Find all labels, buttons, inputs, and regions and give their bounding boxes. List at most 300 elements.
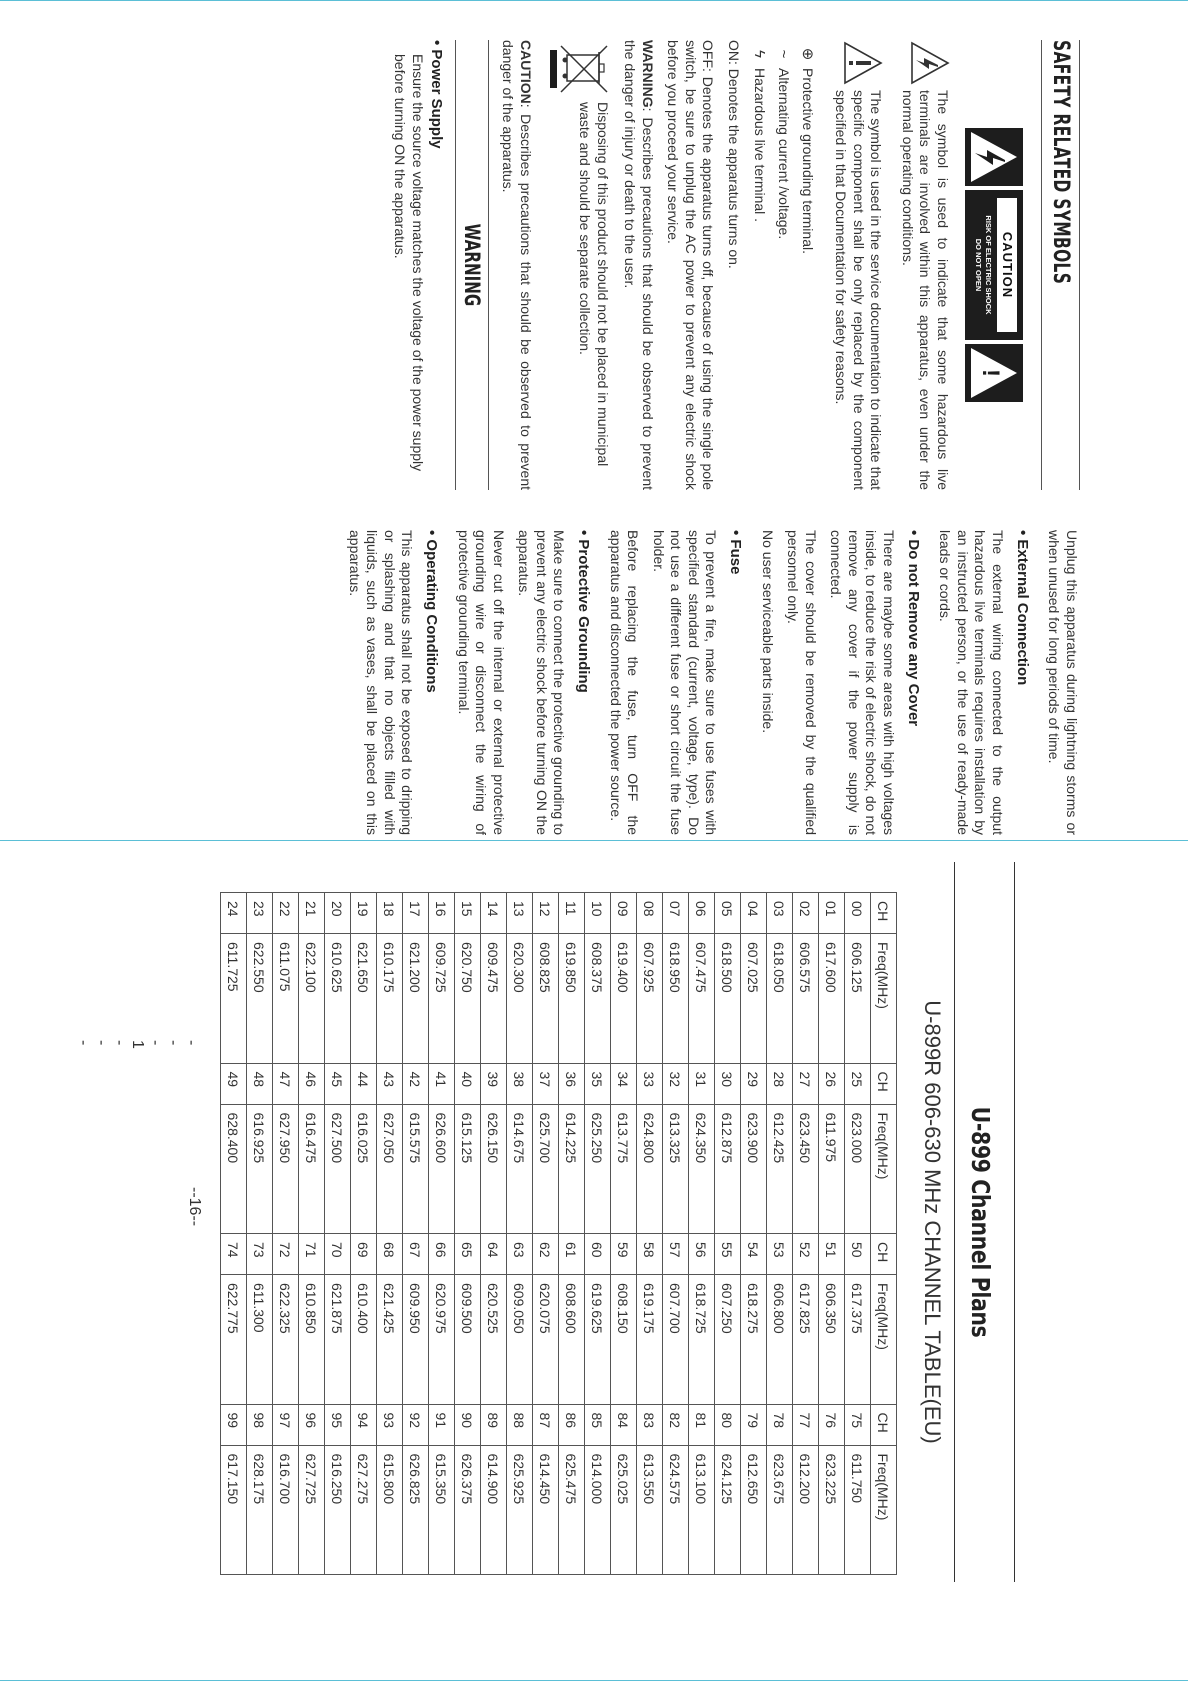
channel-cell: 53 (767, 1234, 793, 1275)
safety-precautions-column (120, 530, 1080, 835)
frequency-cell: 615.350 (429, 1445, 455, 1575)
channel-cell: 43 (377, 1063, 403, 1104)
channel-cell: 83 (637, 1404, 663, 1445)
exclamation-symbol-text: The symbol is used in the service documentation to indicate that specific component shall be only replaced by the component specified in that Documentation for safety reasons. (833, 90, 885, 490)
table-row (455, 893, 481, 1575)
lightning-symbol-row (899, 40, 952, 490)
on-text: ON: Denotes the apparatus turns on. (726, 40, 742, 269)
channel-cell: 69 (351, 1234, 377, 1275)
channel-cell: 55 (715, 1234, 741, 1275)
frequency-cell: 619.400 (611, 934, 637, 1064)
caution-label-title: CAUTION (997, 198, 1017, 332)
frequency-cell: 614.450 (533, 1445, 559, 1575)
channel-cell: 47 (273, 1063, 299, 1104)
channel-cell: 08 (637, 893, 663, 934)
frequency-cell: 613.325 (663, 1104, 689, 1234)
channel-cell: 51 (819, 1234, 845, 1275)
column-header: CH (871, 1063, 897, 1104)
frequency-cell: 622.550 (247, 934, 273, 1064)
channel-cell: 57 (663, 1234, 689, 1275)
table-row (663, 893, 689, 1575)
symbol-line-text: Protective grounding terminal. (800, 68, 816, 254)
channel-plans-page (135, 862, 1015, 1582)
table-row (689, 893, 715, 1575)
frequency-cell: 613.775 (611, 1104, 637, 1234)
frequency-cell: 624.800 (637, 1104, 663, 1234)
channel-cell: 49 (221, 1063, 247, 1104)
fuse-text: To prevent a fire, make sure to use fuses with specified standard (current, voltage, type). Do not use a different fuse or short circuit the fuse holder. (651, 530, 720, 835)
frequency-cell: 614.675 (507, 1104, 533, 1234)
frequency-cell: 620.975 (429, 1275, 455, 1405)
table-row (351, 893, 377, 1575)
safety-heading-rule (1041, 40, 1042, 490)
frequency-cell: 618.500 (715, 934, 741, 1064)
power-supply-text: Ensure the source voltage matches the voltage of the power supply before turning ON the apparatus. (392, 54, 426, 472)
frequency-cell: 613.100 (689, 1445, 715, 1575)
channel-cell: 41 (429, 1063, 455, 1104)
frequency-cell: 615.575 (403, 1104, 429, 1234)
channel-cell: 13 (507, 893, 533, 934)
table-row (299, 893, 325, 1575)
frequency-cell: 611.750 (845, 1445, 871, 1575)
frequency-cell: 618.050 (767, 934, 793, 1064)
channel-cell: 00 (845, 893, 871, 934)
channel-cell: 89 (481, 1404, 507, 1445)
warning-word: WARNING (640, 40, 656, 108)
frequency-cell: 628.400 (221, 1104, 247, 1234)
frequency-cell: 617.825 (793, 1275, 819, 1405)
channel-cell: 91 (429, 1404, 455, 1445)
channel-cell: 46 (299, 1063, 325, 1104)
frequency-cell: 607.475 (689, 934, 715, 1064)
protective-grounding-heading: • Protective Grounding (575, 530, 593, 693)
warning-bottom-rule (455, 40, 456, 490)
channel-cell: 61 (559, 1234, 585, 1275)
remove-cover-heading: • Do not Remove any Cover (905, 530, 922, 727)
frequency-cell: 627.725 (299, 1445, 325, 1575)
column-header: CH (871, 893, 897, 934)
channel-cell: 86 (559, 1404, 585, 1445)
frequency-cell: 611.975 (819, 1104, 845, 1234)
channel-cell: 21 (299, 893, 325, 934)
channel-cell: 25 (845, 1063, 871, 1104)
symbol-lines-list (748, 40, 820, 490)
table-row (273, 893, 299, 1575)
frequency-cell: 627.950 (273, 1104, 299, 1234)
caution-shock-label (965, 190, 1023, 340)
frequency-cell: 614.225 (559, 1104, 585, 1234)
column-header: Freq(MHz) (871, 1104, 897, 1234)
frequency-cell: 618.725 (689, 1275, 715, 1405)
table-row (533, 893, 559, 1575)
channel-cell: 10 (585, 893, 611, 934)
channel-cell: 95 (325, 1404, 351, 1445)
channel-cell: 14 (481, 893, 507, 934)
frequency-cell: 606.575 (793, 934, 819, 1064)
external-connection-heading: • External Connection (1014, 530, 1031, 686)
frequency-cell: 611.075 (273, 934, 299, 1064)
symbol-label-strip (963, 40, 1025, 490)
fuse-text-2: Before replacing the fuse, turn OFF the apparatus and disconnected the power source. (608, 530, 642, 835)
operating-conditions-text: This apparatus shall not be exposed to dripping or splashing and that no objects filled with liquids, such as vases, shall be placed on this apparatus. (347, 530, 416, 835)
frequency-cell: 606.350 (819, 1275, 845, 1405)
frequency-cell: 623.000 (845, 1104, 871, 1234)
column-header: Freq(MHz) (871, 1275, 897, 1405)
channel-cell: 30 (715, 1063, 741, 1104)
channel-cell: 88 (507, 1404, 533, 1445)
channel-cell: 65 (455, 1234, 481, 1275)
operating-conditions-heading: • Operating Conditions (423, 530, 441, 693)
protective-grounding-text: Make sure to connect the protective grounding to prevent any electric shock before turning ON the apparatus. (516, 530, 568, 835)
table-row (715, 893, 741, 1575)
frequency-cell: 622.775 (221, 1275, 247, 1405)
channel-cell: 98 (247, 1404, 273, 1445)
remove-cover-text-3: No user serviceable parts inside. (760, 530, 776, 734)
frequency-cell: 621.650 (351, 934, 377, 1064)
channel-cell: 19 (351, 893, 377, 934)
channel-cell: 38 (507, 1063, 533, 1104)
channel-cell: 07 (663, 893, 689, 934)
frequency-cell: 617.150 (221, 1445, 247, 1575)
channel-cell: 74 (221, 1234, 247, 1275)
frequency-cell: 623.675 (767, 1445, 793, 1575)
channel-cell: 05 (715, 893, 741, 934)
channel-cell: 39 (481, 1063, 507, 1104)
channel-cell: 77 (793, 1404, 819, 1445)
frequency-cell: 614.000 (585, 1445, 611, 1575)
channel-cell: 11 (559, 893, 585, 934)
channel-cell: 29 (741, 1063, 767, 1104)
channel-cell: 36 (559, 1063, 585, 1104)
frequency-cell: 610.400 (351, 1275, 377, 1405)
table-row (559, 893, 585, 1575)
frequency-cell: 623.450 (793, 1104, 819, 1234)
plans-top-rule (1014, 862, 1015, 1582)
exclamation-mark-text: ! (977, 369, 1004, 377)
frequency-cell: 625.025 (611, 1445, 637, 1575)
exclamation-square-icon (965, 344, 1023, 402)
frequency-cell: 620.525 (481, 1275, 507, 1405)
table-row (221, 893, 247, 1575)
table-row (585, 893, 611, 1575)
frequency-cell: 608.375 (585, 934, 611, 1064)
caution-label-line: RISK OF ELECTRIC SHOCK (984, 215, 993, 315)
channel-cell: 59 (611, 1234, 637, 1275)
channel-cell: 31 (689, 1063, 715, 1104)
channel-cell: 63 (507, 1234, 533, 1275)
channel-cell: 58 (637, 1234, 663, 1275)
external-connection-text: The external wiring connected to the output hazardous live terminals requires installation by an instructed person, or the use of ready-made leads or cords. (937, 530, 1006, 835)
table-row (793, 893, 819, 1575)
frequency-cell: 625.250 (585, 1104, 611, 1234)
symbol-line-text: Hazardous live terminal . (752, 68, 768, 223)
channel-cell: 03 (767, 893, 793, 934)
frequency-cell: 623.900 (741, 1104, 767, 1234)
channel-cell: 73 (247, 1234, 273, 1275)
lightning-square-icon (965, 128, 1023, 186)
warning-top-rule (488, 40, 489, 490)
channel-cell: 50 (845, 1234, 871, 1275)
frequency-cell: 606.800 (767, 1275, 793, 1405)
crop-guide-top (0, 0, 1188, 1)
frequency-cell: 612.425 (767, 1104, 793, 1234)
column-header: CH (871, 1234, 897, 1275)
channel-cell: 40 (455, 1063, 481, 1104)
channel-cell: 60 (585, 1234, 611, 1275)
lightning-triangle-icon (904, 40, 951, 90)
ground-icon: ⊕ (799, 47, 816, 61)
frequency-cell: 617.600 (819, 934, 845, 1064)
channel-cell: 09 (611, 893, 637, 934)
crop-guide-middle (0, 840, 1188, 841)
ac-icon: ~ (775, 49, 793, 59)
caution-description (499, 40, 534, 490)
column-header: Freq(MHz) (871, 934, 897, 1064)
frequency-cell: 610.625 (325, 934, 351, 1064)
channel-cell: 66 (429, 1234, 455, 1275)
frequency-cell: 608.825 (533, 934, 559, 1064)
table-row (767, 893, 793, 1575)
channel-cell: 90 (455, 1404, 481, 1445)
list-item (772, 40, 796, 490)
safety-symbols-column (120, 40, 1080, 490)
frequency-cell: 619.625 (585, 1275, 611, 1405)
channel-cell: 72 (273, 1234, 299, 1275)
channel-cell: 80 (715, 1404, 741, 1445)
channel-cell: 52 (793, 1234, 819, 1275)
table-row (481, 893, 507, 1575)
channel-cell: 28 (767, 1063, 793, 1104)
warning-text: : Describes precautions that should be observed to prevent the danger of injury or death to the user. (622, 40, 656, 490)
channel-cell: 06 (689, 893, 715, 934)
channel-cell: 48 (247, 1063, 273, 1104)
frequency-cell: 610.175 (377, 934, 403, 1064)
frequency-cell: 626.375 (455, 1445, 481, 1575)
channel-cell: 62 (533, 1234, 559, 1275)
plans-heading-rule (954, 862, 955, 1582)
channel-cell: 04 (741, 893, 767, 934)
remove-cover-text-2: The cover should be removed by the qualified personnel only. (785, 530, 819, 835)
table-row (611, 893, 637, 1575)
channel-cell: 01 (819, 893, 845, 934)
frequency-cell: 607.250 (715, 1275, 741, 1405)
channel-cell: 18 (377, 893, 403, 934)
channel-cell: 16 (429, 893, 455, 934)
list-item (748, 40, 772, 490)
safety-top-rule (1079, 40, 1080, 490)
table-row (247, 893, 273, 1575)
frequency-cell: 627.050 (377, 1104, 403, 1234)
table-row (507, 893, 533, 1575)
table-row (845, 893, 871, 1575)
caution-text: : Describes precautions that should be observed to prevent danger of the apparatus. (500, 40, 534, 490)
frequency-cell: 616.025 (351, 1104, 377, 1234)
table-row (429, 893, 455, 1575)
channel-cell: 92 (403, 1404, 429, 1445)
channel-cell: 23 (247, 893, 273, 934)
frequency-cell: 610.850 (299, 1275, 325, 1405)
frequency-cell: 622.100 (299, 934, 325, 1064)
frequency-cell: 609.050 (507, 1275, 533, 1405)
channel-cell: 42 (403, 1063, 429, 1104)
channel-cell: 76 (819, 1404, 845, 1445)
frequency-cell: 624.125 (715, 1445, 741, 1575)
frequency-cell: 619.175 (637, 1275, 663, 1405)
frequency-cell: 624.575 (663, 1445, 689, 1575)
frequency-cell: 608.150 (611, 1275, 637, 1405)
channel-cell: 44 (351, 1063, 377, 1104)
frequency-cell: 621.425 (377, 1275, 403, 1405)
channel-cell: 68 (377, 1234, 403, 1275)
table-row (819, 893, 845, 1575)
channel-cell: 02 (793, 893, 819, 934)
frequency-cell: 623.225 (819, 1445, 845, 1575)
column-header: Freq(MHz) (871, 1445, 897, 1575)
frequency-cell: 624.350 (689, 1104, 715, 1234)
weee-text: Disposing of this product should not be placed in municipal waste and should be separate collection. (577, 102, 611, 467)
channel-cell: 97 (273, 1404, 299, 1445)
frequency-cell: 611.300 (247, 1275, 273, 1405)
channel-cell: 34 (611, 1063, 637, 1104)
frequency-cell: 616.475 (299, 1104, 325, 1234)
frequency-cell: 607.925 (637, 934, 663, 1064)
frequency-cell: 622.325 (273, 1275, 299, 1405)
frequency-cell: 616.250 (325, 1445, 351, 1575)
frequency-cell: 626.600 (429, 1104, 455, 1234)
frequency-cell: 609.500 (455, 1275, 481, 1405)
table-row (637, 893, 663, 1575)
frequency-cell: 609.725 (429, 934, 455, 1064)
channel-cell: 54 (741, 1234, 767, 1275)
protective-grounding-text-2: Never cut off the internal or external protective grounding wire or disconnect the wiring of protective grounding terminal. (456, 530, 507, 835)
frequency-cell: 617.375 (845, 1275, 871, 1405)
channel-plans-heading: U-899 Channel Plans (966, 1106, 995, 1338)
channel-cell: 17 (403, 893, 429, 934)
frequency-cell: 616.925 (247, 1104, 273, 1234)
frequency-cell: 615.125 (455, 1104, 481, 1234)
channel-table-body (221, 893, 871, 1575)
live-terminal-icon: ϟ (751, 50, 769, 58)
frequency-cell: 607.025 (741, 934, 767, 1064)
symbol-line-text: Alternating current /voltage. (776, 68, 792, 240)
channel-cell: 35 (585, 1063, 611, 1104)
channel-cell: 45 (325, 1063, 351, 1104)
warning-description (621, 40, 656, 490)
warning-heading: WARNING (460, 223, 484, 307)
table-row (377, 893, 403, 1575)
page-number: --- 1 --- (75, 1040, 200, 1049)
channel-cell: 20 (325, 893, 351, 934)
weee-row (544, 40, 611, 490)
frequency-cell: 612.200 (793, 1445, 819, 1575)
channel-cell: 87 (533, 1404, 559, 1445)
frequency-cell: 613.550 (637, 1445, 663, 1575)
caution-label-line: DO NOT OPEN (974, 238, 983, 292)
frequency-cell: 620.300 (507, 934, 533, 1064)
frequency-cell: 621.875 (325, 1275, 351, 1405)
frequency-cell: 607.700 (663, 1275, 689, 1405)
frequency-cell: 616.700 (273, 1445, 299, 1575)
lightning-symbol-text: The symbol is used to indicate that some hazardous live terminals are involved within this apparatus, even under the normal operating conditions. (900, 90, 951, 490)
table-header-row (871, 893, 897, 1575)
frequency-cell: 612.650 (741, 1445, 767, 1575)
channel-cell: 26 (819, 1063, 845, 1104)
channel-cell: 79 (741, 1404, 767, 1445)
frequency-cell: 606.125 (845, 934, 871, 1064)
frequency-cell: 609.950 (403, 1275, 429, 1405)
channel-cell: 24 (221, 893, 247, 934)
channel-cell: 33 (637, 1063, 663, 1104)
frequency-cell: 620.075 (533, 1275, 559, 1405)
channel-cell: 71 (299, 1234, 325, 1275)
page-number: --16-- (186, 1187, 203, 1227)
frequency-cell: 608.600 (559, 1275, 585, 1405)
remove-cover-text: There are maybe some areas with high voltages inside, to reduce the risk of electric shock, do not remove any cover if the power supply is connected. (828, 530, 897, 835)
channel-cell: 15 (455, 893, 481, 934)
channel-table-title: U-899R 606-630 MHz CHANNEL TABLE(EU) (920, 1000, 945, 1444)
fuse-heading: • Fuse (727, 530, 745, 575)
frequency-cell: 626.150 (481, 1104, 507, 1234)
exclamation-symbol-row (832, 40, 885, 490)
channel-cell: 70 (325, 1234, 351, 1275)
channel-cell: 67 (403, 1234, 429, 1275)
crossed-bin-icon (544, 40, 611, 102)
channel-table (220, 892, 897, 1575)
channel-cell: 78 (767, 1404, 793, 1445)
channel-cell: 22 (273, 893, 299, 934)
frequency-cell: 615.800 (377, 1445, 403, 1575)
channel-cell: 64 (481, 1234, 507, 1275)
channel-cell: 32 (663, 1063, 689, 1104)
frequency-cell: 618.950 (663, 934, 689, 1064)
frequency-cell: 627.275 (351, 1445, 377, 1575)
frequency-cell: 628.175 (247, 1445, 273, 1575)
frequency-cell: 611.725 (221, 934, 247, 1064)
frequency-cell: 609.475 (481, 934, 507, 1064)
table-row (403, 893, 429, 1575)
channel-cell: 27 (793, 1063, 819, 1104)
frequency-cell: 619.850 (559, 934, 585, 1064)
safety-symbols-heading: SAFETY RELATED SYMBOLS (1048, 40, 1073, 285)
channel-cell: 56 (689, 1234, 715, 1275)
channel-cell: 82 (663, 1404, 689, 1445)
caution-label-text (973, 190, 993, 340)
off-text: OFF: Denotes the apparatus turns off, because of using the single pole switch, be sure to unplug the AC power to prevent any electric shock before you proceed your service. (665, 40, 717, 490)
caution-word: CAUTION (518, 40, 534, 104)
frequency-cell: 612.875 (715, 1104, 741, 1234)
frequency-cell: 621.200 (403, 934, 429, 1064)
list-item (796, 40, 820, 490)
column-header: CH (871, 1404, 897, 1445)
frequency-cell: 626.825 (403, 1445, 429, 1575)
channel-cell: 12 (533, 893, 559, 934)
channel-cell: 96 (299, 1404, 325, 1445)
channel-cell: 93 (377, 1404, 403, 1445)
channel-cell: 94 (351, 1404, 377, 1445)
frequency-cell: 625.925 (507, 1445, 533, 1575)
frequency-cell: 627.500 (325, 1104, 351, 1234)
frequency-cell: 625.475 (559, 1445, 585, 1575)
table-row (325, 893, 351, 1575)
channel-cell: 75 (845, 1404, 871, 1445)
channel-cell: 81 (689, 1404, 715, 1445)
table-row (741, 893, 767, 1575)
unplug-text: Unplug this apparatus during lightning storms or when unused for long periods of time. (1046, 530, 1080, 835)
channel-cell: 37 (533, 1063, 559, 1104)
frequency-cell: 625.700 (533, 1104, 559, 1234)
frequency-cell: 618.275 (741, 1275, 767, 1405)
exclamation-triangle-icon (838, 40, 885, 90)
